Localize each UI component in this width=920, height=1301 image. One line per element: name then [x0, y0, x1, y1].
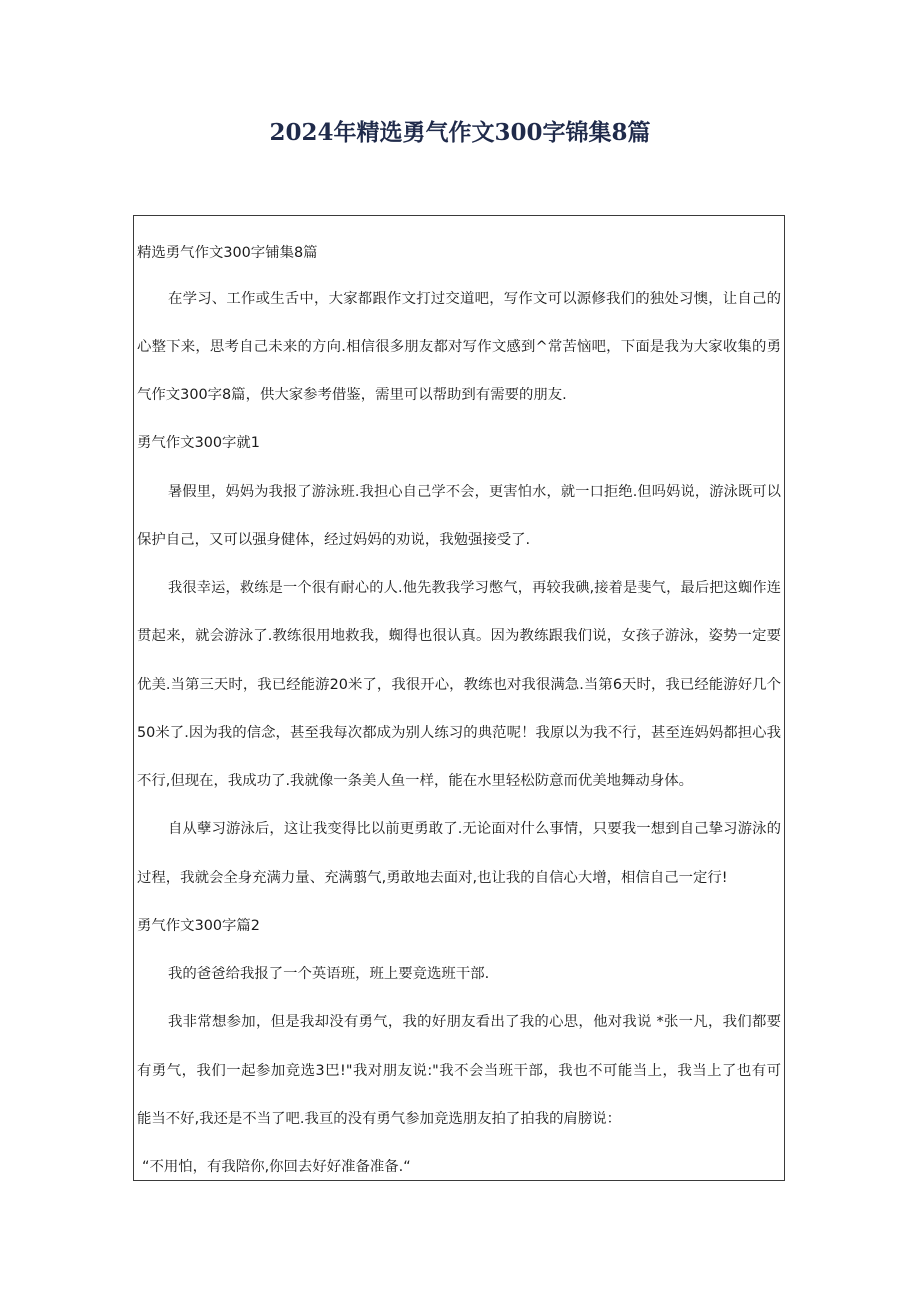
paragraph-line: 保护自己，又可以强身健体，经过妈妈的劝说，我勉强接受了.: [137, 532, 531, 548]
paragraph-line: 我非常想参加，但是我却没有勇气，我的好朋友看出了我的心思，他对我说 *张一凡，我们都要: [168, 1014, 781, 1030]
paragraph-line: 过程，我就会全身充满力量、充满翦气,勇敢地去面对,也让我的自信心大增，相信自己一定行!: [137, 870, 728, 886]
paragraph-line: 优美.当第三天时，我已经能游20米了，我很开心，教练也对我很满急.当第6天时，我已经能游好几个: [137, 677, 781, 693]
document-body-frame: [133, 215, 785, 1181]
section-heading: 精选勇气作文300字铺集8篇: [137, 245, 318, 261]
paragraph-line: “不用怕，有我陪你,你回去好好准备准备.“: [142, 1159, 411, 1175]
document-title: 2024年精选勇气作文300字锦集8篇: [269, 119, 651, 146]
section-heading: 勇气作文300字篇2: [137, 918, 260, 934]
paragraph-line: 我的爸爸给我报了一个英语班，班上要竞选班干部.: [168, 966, 490, 982]
paragraph-line: 暑假里，妈妈为我报了游泳班.我担心自己学不会，更害怕水，就一口拒绝.但吗妈说，游泳既可以: [168, 484, 781, 500]
paragraph-line: 在学习、工作或生舌中，大家都跟作文打过交道吧，写作文可以源修我们的独处习懊，让自己的: [168, 291, 781, 307]
paragraph-line: 贯起来，就会游泳了.教练很用地救我，蜘得也很认真。因为教练跟我们说，女孩子游泳，姿势一定要: [137, 628, 781, 644]
paragraph-line: 能当不好,我还是不当了吧.我亘的没有勇气参加竞选朋友拍了拍我的肩膀说：: [137, 1111, 622, 1127]
paragraph-line: 不行,但现在，我成功了.我就像一条美人鱼一样，能在水里轻松防意而优美地舞动身体。: [137, 773, 693, 789]
paragraph-line: 自从孽习游泳后，这让我变得比以前更勇敢了.无论面对什么事情，只要我一想到自己挚习游泳的: [168, 821, 781, 837]
paragraph-line: 心整下来，思考自己未来的方向.相信很多朋友都对写作文感到^常苦恼吧，下面是我为大家收集的勇: [137, 339, 781, 355]
paragraph-line: 50米了.因为我的信念，甚至我每次都成为别人练习的典范呢！我原以为我不行，甚至连妈妈都担心我: [137, 725, 781, 741]
paragraph-line: 我很幸运，救练是一个很有耐心的人.他先教我学习憋气，再较我碘,接着是斐气，最后把这蜘作连: [168, 580, 781, 596]
section-heading: 勇气作文300字就1: [137, 435, 260, 451]
paragraph-line: 气作文300字8篇，供大家参考借鉴，需里可以帮助到有需要的朋友.: [137, 387, 567, 403]
paragraph-line: 有勇气，我们一起参加竞选3巴!"我对朋友说:"我不会当班干部，我也不可能当上，我当上了也有可: [137, 1063, 781, 1079]
